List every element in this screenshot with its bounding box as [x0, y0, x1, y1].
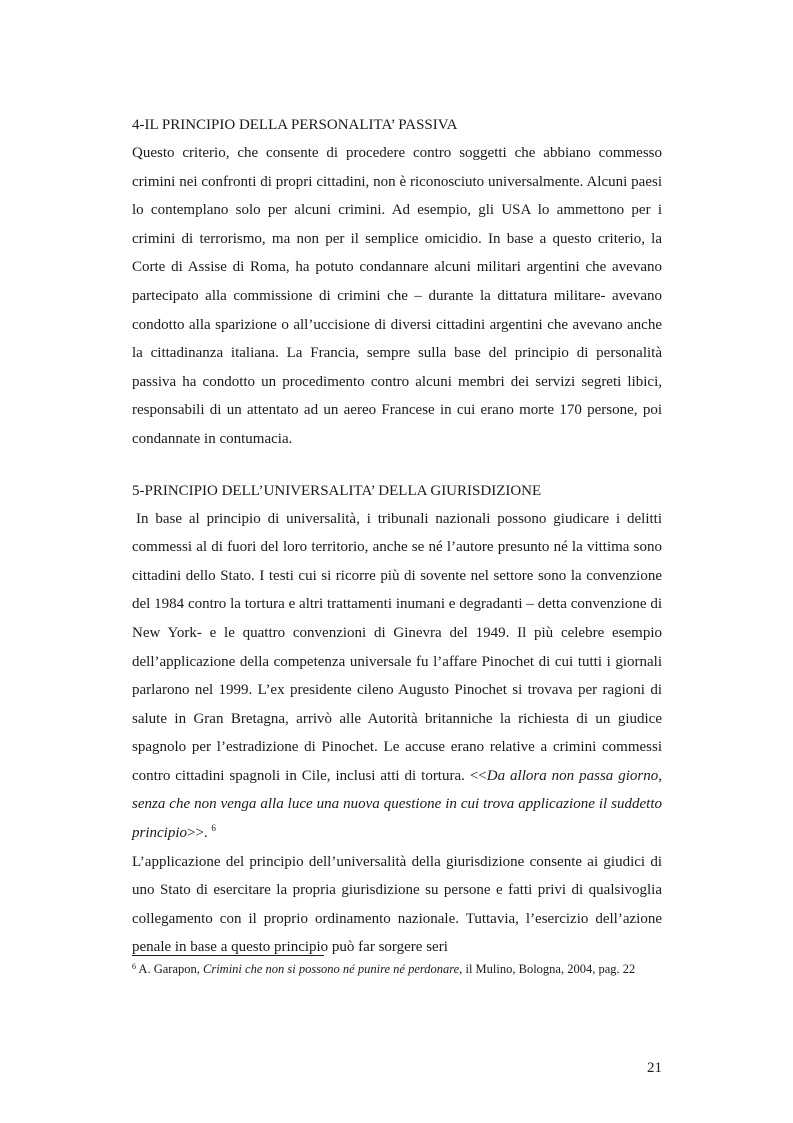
- section-heading-personalita-passiva: 4-IL PRINCIPIO DELLA PERSONALITA’ PASSIVA: [132, 117, 458, 133]
- footnote-author: A. Garapon,: [136, 962, 203, 976]
- section-heading-universalita: 5-PRINCIPIO DELL’UNIVERSALITA’ DELLA GIURISDIZIONE: [132, 482, 542, 499]
- footnote: [132, 961, 662, 977]
- footnote-number: 6: [132, 962, 136, 971]
- footnote-separator: [132, 955, 324, 956]
- section-spacer: [132, 454, 662, 478]
- footnote-publication: il Mulino, Bologna, 2004, pag. 22: [462, 962, 636, 976]
- paragraph-universalita: [132, 505, 662, 848]
- page-body: [132, 112, 662, 962]
- footnote-reference[interactable]: 6: [211, 823, 216, 834]
- paragraph-universalita-intro: In base al principio di universalità, i tribunali nazionali possono giudicare i delitti commessi al di fuori del loro territorio, anche se né l’autore presunto né la vittima sono cittadini dello Stato. I testi cui si ricorre più di sovente nel settore sono la convenzione del 1984 contro la tortura e altri trattamenti inumani e degradanti – detta convenzione di New York- e le quattro convenzioni di Ginevra del 1949. Il più celebre esempio dell’applicazione della competenza universale fu l’affare Pinochet di cui tutti i giornali parlarono nel 1999. L’ex presidente cileno Augusto Pinochet si trovava per ragioni di salute in Gran Bretagna, arrivò alle Autorità britanniche la richiesta di un giudice spagnolo per l’estradizione di Pinochet. Le accuse erano relative a crimini commessi contro cittadini spagnoli in Cile, inclusi atti di tortura. <<: [132, 510, 662, 784]
- paragraph-personalita-passiva: Questo criterio, che consente di procedere contro soggetti che abbiano commesso crimini nei confronti di propri cittadini, non è riconosciuto universalmente. Alcuni paesi lo contemplano solo per alcuni crimini. Ad esempio, gli USA lo ammettono per i crimini di terrorismo, ma non per il semplice omicidio. In base a questo criterio, la Corte di Assise di Roma, ha potuto condannare alcuni militari argentini che avevano partecipato alla commissione di crimini che – durante la dittatura militare- avevano condotto alla sparizione o all’uccisione di diversi cittadini argentini che avevano anche la cittadinanza italiana. La Francia, sempre sulla base del principio di personalità passiva ha condotto un procedimento contro alcuni membri dei servizi segreti libici, responsabili di un attentato ad un aereo Francese in cui erano morte 170 persone, poi condannate in contumacia.: [132, 145, 662, 447]
- quotation: Da allora non passa giorno, senza che non venga alla luce una nuova questione in cui trova applicazione il suddetto principio: [132, 767, 663, 842]
- page-number: 21: [647, 1060, 662, 1076]
- paragraph-universalita-continued: L’applicazione del principio dell’universalità della giurisdizione consente ai giudici di uno Stato di esercitare la propria giurisdizione su persone e fatti privi di qualsivoglia collegamento con il proprio ordinamento nazionale. Tuttavia, l’esercizio dell’azione penale in base a questo principio può far sorgere seri: [132, 853, 662, 956]
- quotation-close: >>.: [187, 825, 212, 842]
- footnote-book-title: Crimini che non si possono né punire né perdonare,: [203, 962, 463, 976]
